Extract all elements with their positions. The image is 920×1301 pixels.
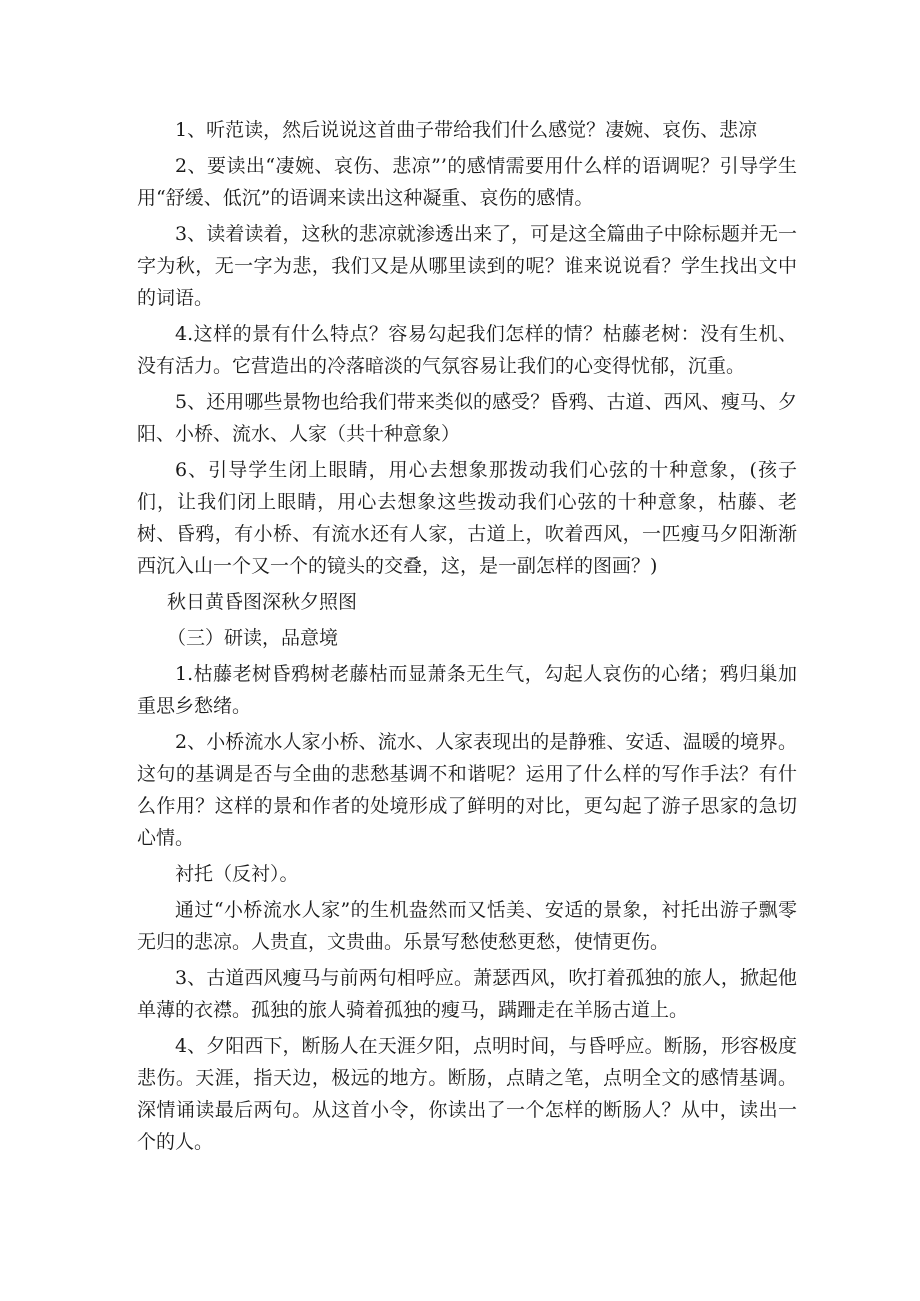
paragraph-ancient-road: 3、古道西风瘦马与前两句相呼应。萧瑟西风，吹打着孤独的旅人，掀起他单薄的衣襟。孤独的旅人骑着孤独的瘦马，蹒跚走在羊肠古道上。 xyxy=(137,967,797,1021)
document-body xyxy=(137,114,797,1162)
paragraph-tone-guidance: 2、要读出“凄婉、哀伤、悲凉”’的感情需要用什么样的语调呢？引导学生用“舒缓、低沉”的语调来读出这种凝重、哀伤的感情。 xyxy=(137,155,797,209)
paragraph-sunset: 4、夕阳西下，断肠人在天涯夕阳，点明时间，与昏呼应。断肠，形容极度悲伤。天涯，指天边，极远的地方。断肠，点睛之笔，点明全文的感情基调。深情诵读最后两句。从这首小令，你读出了一个怎样的断肠人？从中，读出一个的人。 xyxy=(137,1035,797,1153)
paragraph-find-words: 3、读着读着，这秋的悲凉就渗透出来了，可是这全篇曲子中除标题并无一字为秋，无一字为悲，我们又是从哪里读到的呢？谁来说说看？学生找出文中的词语。 xyxy=(137,223,797,309)
paragraph-close-eyes: 6、引导学生闭上眼睛，用心去想象那拨动我们心弦的十种意象，(孩子们，让我们闭上眼睛，用心去想象这些拨动我们心弦的十种意象，枯藤、老树、昏鸦，有小桥、有流水还有人家，古道上，吹着西风，一匹瘦马夕阳渐渐西沉入山一个又一个的镜头的交叠，这，是一副怎样的图画？) xyxy=(137,459,797,577)
paragraph-listen-reading: 1、听范读，然后说说这首曲子带给我们什么感觉？凄婉、哀伤、悲凉 xyxy=(175,119,758,141)
paragraph-small-bridge: 2、小桥流水人家小桥、流水、人家表现出的是静雅、安适、温暖的境界。这句的基调是否与全曲的悲愁基调不和谐呢？运用了什么样的写作手法？有什么作用？这样的景和作者的处境形成了鲜明的对比，更勾起了游子思家的急切心情。 xyxy=(137,731,797,849)
section-heading-study: （三）研读，品意境 xyxy=(167,627,339,649)
paragraph-withered-vine: 1.枯藤老树昏鸦树老藤枯而显萧条无生气，勾起人哀伤的心绪；鸦归巢加重思乡愁绪。 xyxy=(137,663,797,717)
paragraph-picture-title: 秋日黄昏图深秋夕照图 xyxy=(167,591,358,613)
paragraph-contrast: 衬托（反衬）。 xyxy=(175,863,299,885)
paragraph-contrast-explanation: 通过“小桥流水人家”的生机盎然而又恬美、安适的景象，衬托出游子飘零无归的悲凉。人贵直，文贵曲。乐景写愁使愁更愁，使情更伤。 xyxy=(137,899,797,953)
paragraph-scene-features: 4.这样的景有什么特点？容易勾起我们怎样的情？枯藤老树：没有生机、没有活力。它营造出的冷落暗淡的气氛容易让我们的心变得忧郁，沉重。 xyxy=(137,323,797,377)
paragraph-other-imagery: 5、还用哪些景物也给我们带来类似的感受？昏鸦、古道、西风、瘦马、夕阳、小桥、流水、人家（共十种意象） xyxy=(137,391,797,445)
